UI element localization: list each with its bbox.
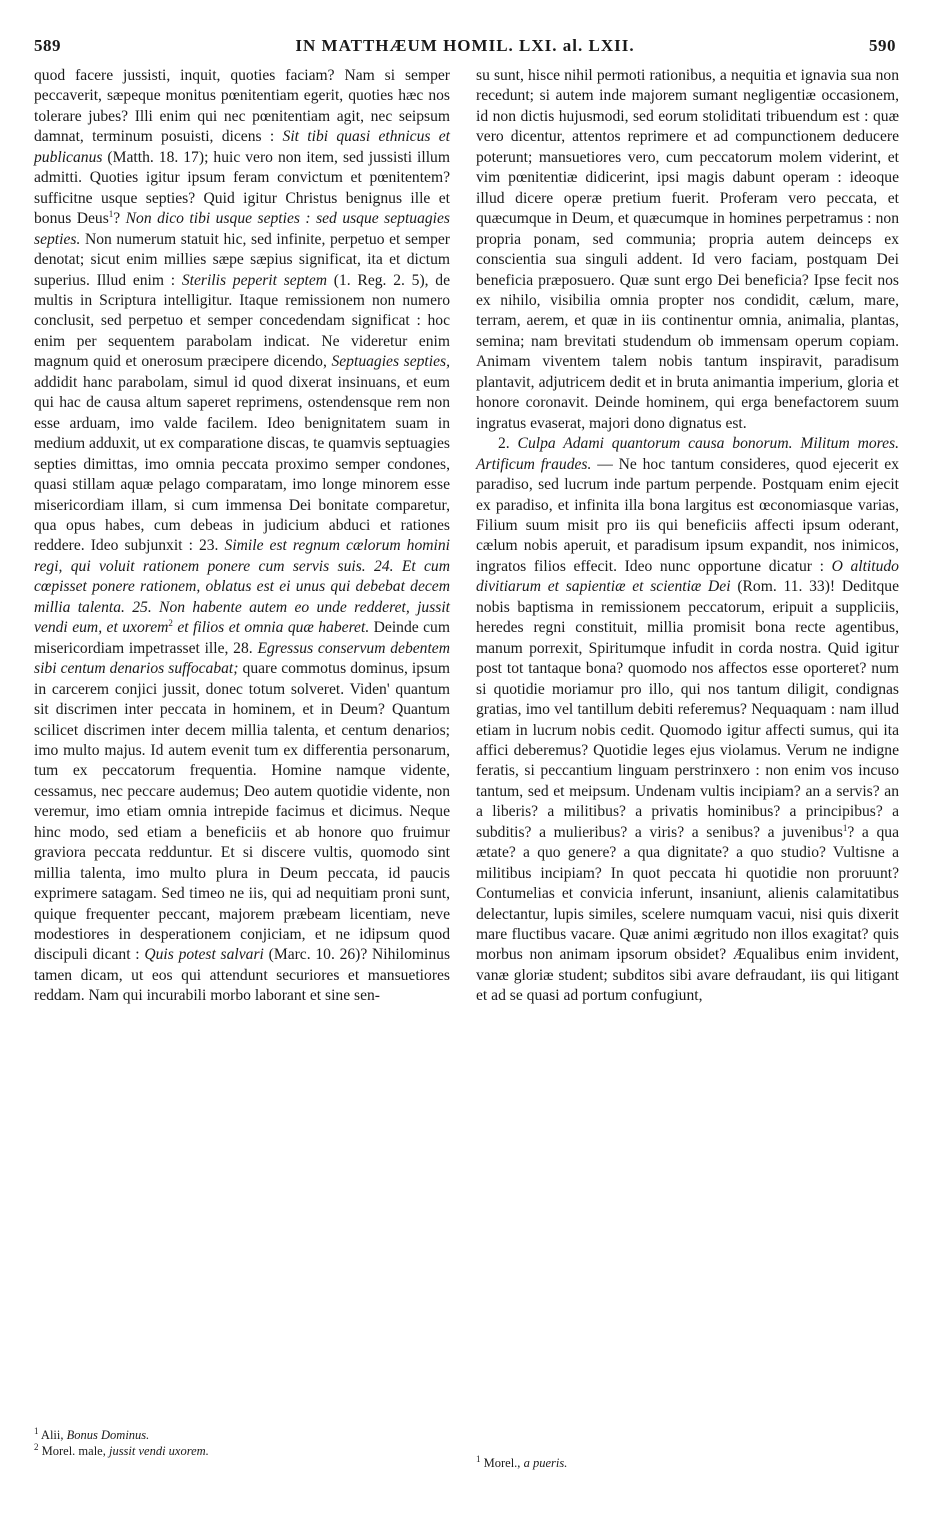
left-column <box>34 66 450 1007</box>
running-title: IN MATTHÆUM HOMIL. LXI. al. LXII. <box>295 36 635 55</box>
footnote: $^1$ Morel., a pueris. <box>476 1453 568 1470</box>
section-number: 2. <box>498 435 518 453</box>
footnote-ref: 1 <box>842 822 848 833</box>
footnote: $^1$ Alii, Bonus Dominus. <box>34 1425 150 1442</box>
right-column <box>476 66 899 1007</box>
footnote-ref: 2 <box>168 618 173 629</box>
right-paragraph-1: su sunt, hisce nihil permoti rationibus, a nequitia et ignavia sua non recedunt; si autem inde majorem sumant negligentiæ occasionem, id non dictis hujusmodi, sed eorum stoliditati tribuendum est : quæ vero dicentur, attentos reprimere et ad compunctionem deducere poterunt; mansuetiores vero, cum peccatorum molem viderint, et vim pœnitentiæ didicerint, ipsi magis dabunt operam : ideoque illud dicere operæ pretium fuerit. Proferam vero peccata, et quæcumque in Deum, et quæcumque in homines perpetramus : non propria ponam, sed communia; propria autem deinceps ex conscientia sua singuli addent. Id vero faciam, postquam Dei beneficia præposuero. Quæ sunt ergo Dei beneficia? Ipse fecit nos ex nihilo, visibilia omnia propter nos condidit, cælum, mare, terram, aerem, et quæ in iis continentur omnia, animalia, plantas, semina; nam brevitati studendum ob immensam operum copiam. Animam viventem talem nobis tantum inspiravit, paradisum plantavit, adjutricem dedit et in bruta animantia imperium, gloria et honore coronavit. Deinde hominem, qui erga benefactorem suum ingratus evaserat, majori dono dignatus est. <box>476 67 899 432</box>
page-number-left: 589 <box>34 36 61 55</box>
footnote-ref: 1 <box>108 208 114 219</box>
right-paragraph-2: 2. Culpa Adami quantorum causa bonorum. Militum mores. Artificum fraudes. — Ne hoc tantum consideres, quod ejecerit ex paradiso, sed lucrum inde partum perpende. Postquam enim ejecit ex paradiso, et infinita illa bona largitus est œconomiasque varias, Filium suum misit pro iis qui beneficiis affecti ipsum oderant, cælum nobis aperuit, et paradisum ipsum expandit, nos inimicos, ingratos filios effecit. Ideo nunc opportune dicatur : O altitudo divitiarum et sapientiæ et scientiæ Dei (Rom. 11. 33)! Deditque nobis baptisma in remissionem peccatorum, eripuit a suppliciis, heredes regni constituit, millia promisit bona recte agentibus, manum porrexit, Spiritumque infudit in corda nostra. Quid igitur post tot tantaque bona? quomodo nos affectos esse oporteret? num si quotidie moriamur pro illo, qui nos tantum diligit, condignas gratias, imo vel tantillum debiti referemus? Nequaquam : nam illud etiam in lucrum nobis cedit. Quomodo igitur affecti sumus, qui ita affici deberemus? Quotidie leges ejus violamus. Verum ne indigne feratis, si peccantium linguam perstrinxero : non enim vos incuso tantum, sed et meipsum. Undenam vultis incipiam? an a servis? an a liberis? a militibus? a privatis hominibus? a principibus? a subditis? a mulieribus? a viris? a senibus? a juvenibus$^1$? a qua ætate? a quo genere? a qua dignitate? a quo studio? Vultisne a militibus incipiam? In quot peccata hi quotidie non proruunt? Contumelias et convicia inferunt, insaniunt, alienis calamitatibus delectantur, lupis similes, scelere numquam vacui, nisi quis dixerit mare fluctibus vacare. Quæ animi ægritudo non illos exagitat? quis morbus non animam ipsorum obsidet? Æqualibus enim invident, vanæ gloriæ student; subditos sibi avare defraudant, iis qui litigant et ad se quasi ad portum confugiunt, <box>476 435 900 1005</box>
page-number-right: 590 <box>869 36 896 55</box>
footnotes-left <box>34 1425 450 1459</box>
section-heading: Culpa Adami quantorum causa bonorum. Militum mores. Artificum fraudes. <box>476 435 900 473</box>
footnote: $^2$ Morel. male, jussit vendi uxorem. <box>34 1441 209 1458</box>
footnotes-right <box>476 1453 899 1472</box>
left-paragraph: quod facere jussisti, inquit, quoties faciam? Nam si semper peccaverit, sæpeque monitus pœnitentiam egerit, quoties hæc nos tolerare jubes? Illi enim qui nec pœnitentiam agit, nec seipsum damnat, terminum posuisti, dicens : Sit tibi quasi ethnicus et publicanus (Matth. 18. 17); huic vero non item, sed jussisti illum admitti. Quoties igitur ipsum feram convictum et pœnitentem? sufficitne usque septies? Quid igitur Christus benignus ille et bonus Deus$^1$? Non dico tibi usque septies : sed usque septuagies septies. Non numerum statuit hic, sed infinite, perpetuo et semper denotat; sicut enim millies sæpe sæpius significat, ita et dictum superius. Illud enim : Sterilis peperit septem (1. Reg. 2. 5), de multis in Scriptura intelligitur. Itaque remissionem non numero conclusit, sed perpetuo et semper concedendam significat : hoc enim per sequentem parabolam indicat. Ne videretur enim magnum quid et onerosum præcipere dicendo, Septuagies septies, addidit hanc parabolam, simul id quod dixerat insinuans, et eum qui hac de causa altum saperet reprimens, ostendensque rem non esse arduam, imo valde facilem. Ideo benignitatem suam in medium adduxit, ut ex comparatione discas, te quamvis septuagies septies dimittas, imo omnia peccata proximo semper condones, quasi stillam aquæ pelago comparatam, imo longe minorem esse misericordiam illam, si cum immensa Dei bonitate comparetur, qua opus habes, cum debeas in judicium abduci et rationes reddere. Ideo subjunxit : 23. Simile est regnum cælorum homini regi, qui voluit rationem ponere cum servis suis. 24. Et cum cœpisset ponere rationem, oblatus est ei unus qui debebat decem millia talenta. 25. Non habente autem eo unde redderet, jussit vendi eum, et uxorem$^2$ et filios et omnia quæ haberet. Deinde cum misericordiam impetrasset ille, 28. Egressus conservum debentem sibi centum denarios suffocabat; quare commotus dominus, ipsum in carcerem conjici jussit, donec totum solveret. Viden' quantum sit discrimen inter peccata in hominem, et in Deum? Quantum scilicet discrimen inter decem millia talenta, et centum denarios; imo multo majus. Id autem evenit tum ex differentia personarum, tum ex peccatorum frequentia. Homine namque vidente, cessamus, nec peccare audemus; Deo autem quotidie vidente, non veremur, imo etiam omnia intrepide facimus et dicimus. Neque hinc modo, sed etiam a beneficiis et ab honore quo fruimur graviora peccata redduntur. Et si discere vultis, quomodo sint millia talenta, imo multo plura in Deum peccata, id paucis exprimere satagam. Sed timeo ne iis, qui ad nequitiam proni sunt, quique frequenter peccant, majorem præbeam licentiam, neve modestiores in desperationem conjiciam, et ne idipsum quod discipuli dicant : Quis potest salvari (Marc. 10. 26)? Nihilominus tamen dicam, ut eos qui attendunt securiores et mansuetiores reddam. Nam qui incurabili morbo laborant et sine sen- <box>34 67 451 1005</box>
running-header <box>34 36 896 60</box>
